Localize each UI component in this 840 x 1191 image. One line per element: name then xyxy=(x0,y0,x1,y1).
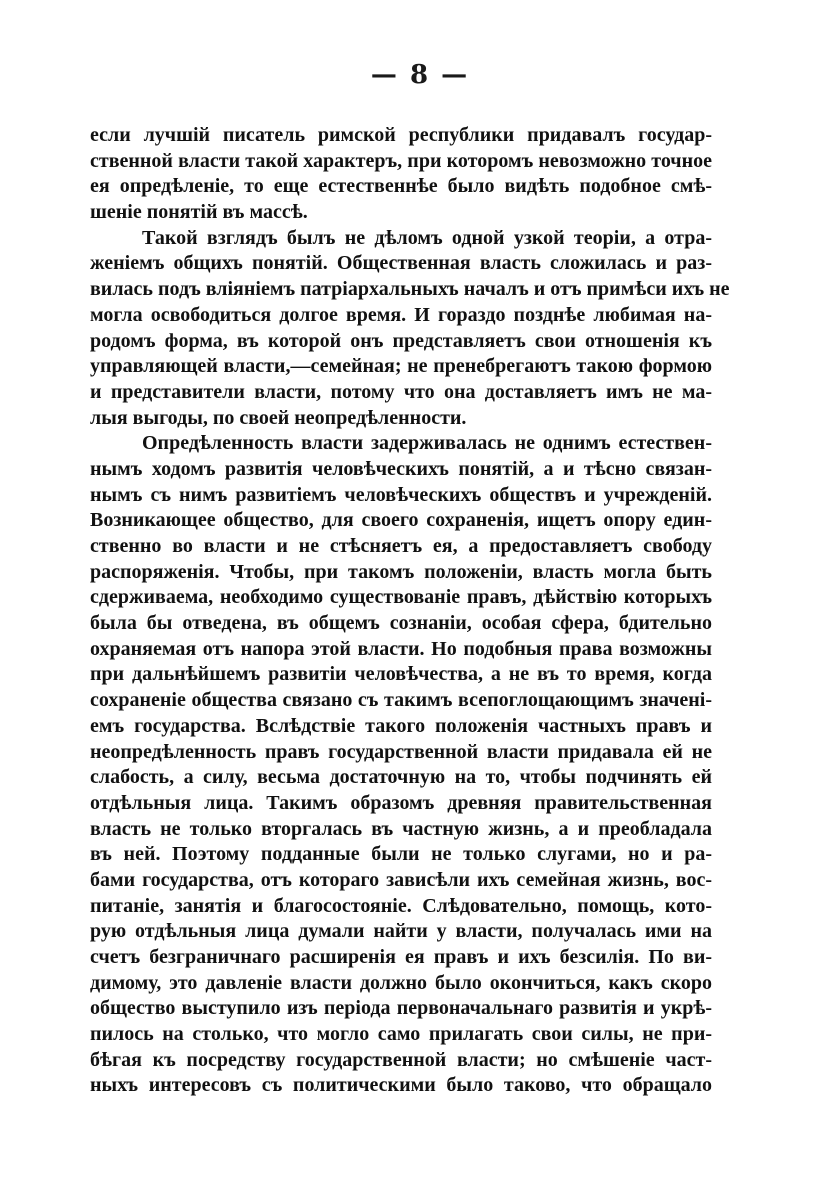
text-line: Такой взглядъ былъ не дѣломъ одной узкой теоріи, а отра- xyxy=(142,226,712,249)
text-line: вилась подъ вліяніемъ патріархальныхъ началъ и отъ примѣси ихъ не xyxy=(90,278,730,301)
text-line: димому, это давленіе власти должно было окончиться, какъ скоро xyxy=(90,971,712,994)
text-line: ныхъ интересовъ съ политическими было таково, что обращало xyxy=(90,1074,712,1097)
text-line: если лучшій писатель римской республики придавалъ государ- xyxy=(90,124,712,146)
text-line: сохраненіе общества связано съ такимъ всепоглощающимъ значені- xyxy=(90,689,712,712)
text-line: при дальнѣйшемъ развитіи человѣчества, а не въ то время, когда xyxy=(90,663,712,686)
text-line: лыя выгоды, по своей неопредѣленности. xyxy=(90,406,467,429)
text-line: Опредѣленность власти задерживалась не однимъ естествен- xyxy=(142,432,712,455)
text-line: власть не только вторгалась въ частную жизнь, а и преобладала xyxy=(90,817,712,840)
text-line: женіемъ общихъ понятій. Общественная власть сложилась и раз- xyxy=(90,252,712,275)
text-line: ственно во власти и не стѣсняетъ ея, а предоставляетъ свободу xyxy=(90,535,712,557)
text-line: отдѣльныя лица. Такимъ образомъ древняя правительственная xyxy=(90,791,712,814)
body-text xyxy=(90,123,730,1099)
text-line: родомъ форма, въ которой онъ представляетъ свои отношенія къ xyxy=(90,329,712,352)
text-line: сдерживаема, необходимо существованіе правъ, дѣйствію которыхъ xyxy=(90,586,712,609)
text-line: бѣгая къ посредству государственной власти; но смѣшеніе част- xyxy=(90,1048,712,1071)
text-line: и представители власти, потому что она доставляетъ имъ не ма- xyxy=(90,380,712,403)
text-line: ственной власти такой характеръ, при которомъ невозможно точное xyxy=(90,149,712,172)
text-line: неопредѣленность правъ государственной власти придавала ей не xyxy=(90,740,712,763)
text-line: пилось на столько, что могло само прилагать свои силы, не при- xyxy=(90,1023,712,1046)
text-line: охраняемая отъ напора этой власти. Но подобныя права возможны xyxy=(90,637,712,660)
text-line: шеніе понятій въ массѣ. xyxy=(90,201,308,224)
text-line: слабость, а силу, весьма достаточную на то, чтобы подчинять ей xyxy=(90,766,712,789)
text-line: питаніе, занятія и благосостояніе. Слѣдовательно, помощь, кото- xyxy=(90,894,712,917)
text-line: управляющей власти,—семейная; не пренебрегаютъ такою формою xyxy=(90,355,712,378)
text-line: бами государства, отъ котораго зависѣли ихъ семейная жизнь, вос- xyxy=(90,868,712,891)
text-line: распоряженія. Чтобы, при такомъ положеніи, власть могла быть xyxy=(90,560,712,583)
page-number: — 8 — xyxy=(370,60,470,90)
text-line: общество выступило изъ періода первоначальнаго развитія и укрѣ- xyxy=(90,997,712,1020)
text-line: Возникающее общество, для своего сохраненія, ищетъ опору един- xyxy=(90,509,712,532)
text-line: ея опредѣленіе, то еще естественнѣе было видѣть подобное смѣ- xyxy=(90,175,712,198)
text-line: нымъ съ нимъ развитіемъ человѣческихъ обществъ и учрежденій. xyxy=(90,483,712,506)
text-line: счетъ безграничнаго расширенія ея правъ и ихъ безсилія. По ви- xyxy=(90,946,712,968)
text-line: нымъ ходомъ развитія человѣческихъ понятій, а и тѣсно связан- xyxy=(90,457,712,480)
text-line: емъ государства. Вслѣдствіе такого положенія частныхъ правъ и xyxy=(90,714,712,737)
text-line: была бы отведена, въ общемъ сознаніи, особая сфера, бдительно xyxy=(90,612,712,635)
text-line: въ ней. Поэтому подданные были не только слугами, но и ра- xyxy=(90,843,712,866)
text-line: могла освободиться долгое время. И гораздо позднѣе любимая на- xyxy=(90,303,712,326)
text-line: рую отдѣльныя лица думали найти у власти, получалась ими на xyxy=(90,920,712,943)
